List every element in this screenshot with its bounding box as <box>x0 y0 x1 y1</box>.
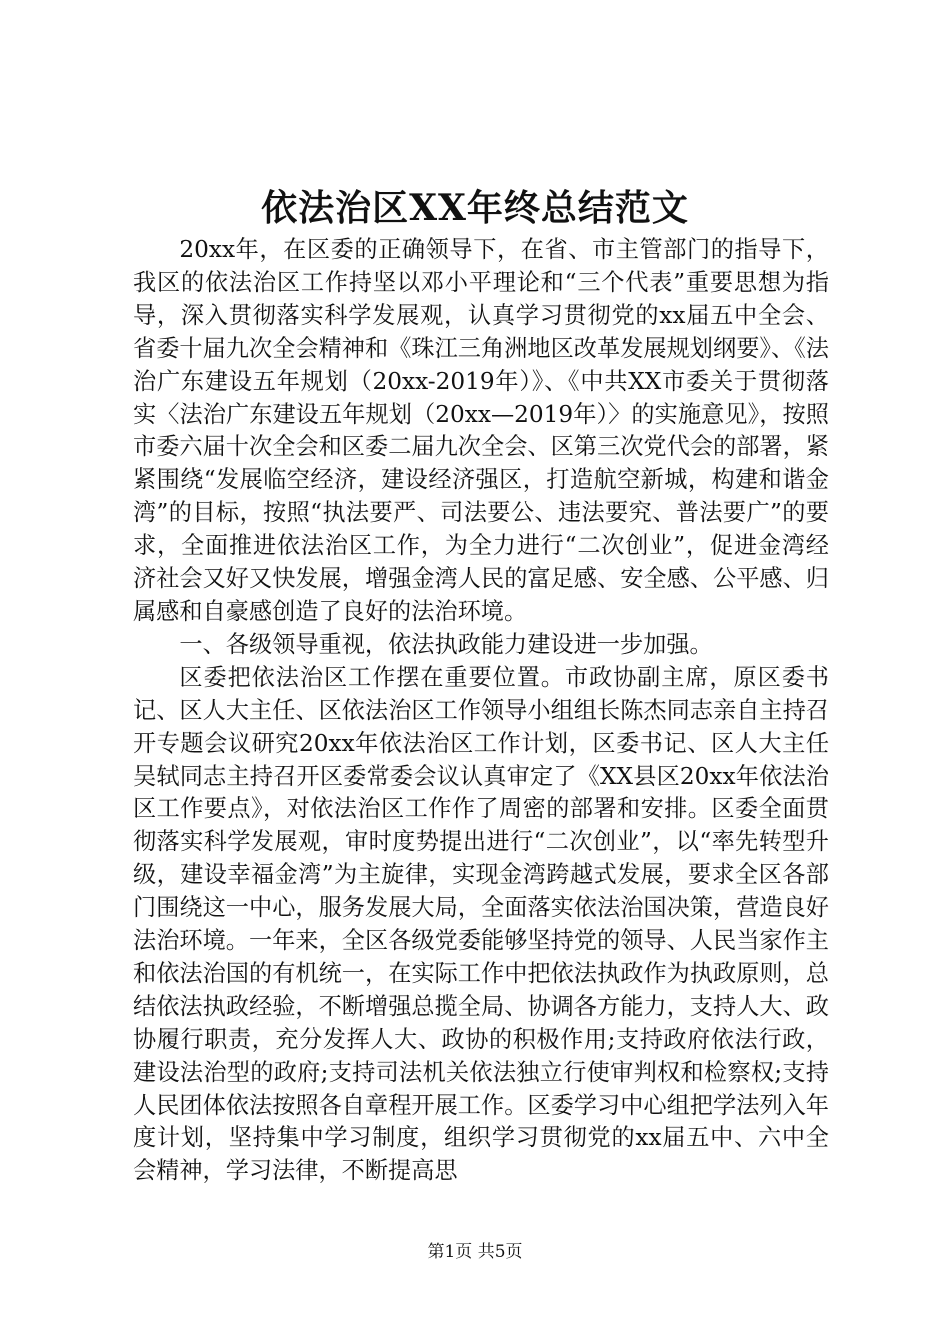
paragraph-intro: 20xx年，在区委的正确领导下，在省、市主管部门的指导下，我区的依法治区工作持坚以邓小平理论和“三个代表”重要思想为指导，深入贯彻落实科学发展观，认真学习贯彻党的xx届五中全会、省委十届九次全会精神和《珠江三角洲地区改革发展规划纲要》、《法治广东建设五年规划（20xx-2019年）》、《中共XX市委关于贯彻落实〈法治广东建设五年规划（20xx—2019年）〉的实施意见》，按照市委六届十次全会和区委二届九次全会、区第三次党代会的部署，紧紧围绕“发展临空经济，建设经济强区，打造航空新城，构建和谐金湾”的目标，按照“执法要严、司法要公、违法要究、普法要广”的要求，全面推进依法治区工作，为全力进行“二次创业”，促进金湾经济社会又好又快发展，增强金湾人民的富足感、安全感、公平感、归属感和自豪感创造了良好的法治环境。 <box>133 236 829 625</box>
section-heading: 一、各级领导重视，依法执政能力建设进一步加强。 <box>179 630 713 658</box>
paragraph-section-1: 区委把依法治区工作摆在重要位置。市政协副主席，原区委书记、区人大主任、区依法治区工作领导小组组长陈杰同志亲自主持召开专题会议研究20xx年依法治区工作计划，区委书记、区人大主任吴轼同志主持召开区委常委会议认真审定了《XX县区20xx年依法治区工作要点》，对依法治区工作作了周密的部署和安排。区委全面贯彻落实科学发展观，审时度势提出进行“二次创业”，以“率先转型升级，建设幸福金湾”为主旋律，实现金湾跨越式发展，要求全区各部门围绕这一中心，服务发展大局，全面落实依法治国决策，营造良好法治环境。一年来，全区各级党委能够坚持党的领导、人民当家作主和依法治国的有机统一，在实际工作中把依法执政作为执政原则，总结依法执政经验，不断增强总揽全局、协调各方能力，支持人大、政协履行职责，充分发挥人大、政协的积极作用;支持政府依法行政，建设法治型的政府;支持司法机关依法独立行使审判权和检察权;支持人民团体依法按照各自章程开展工作。区委学习中心组把学法列入年度计划，坚持集中学习制度，组织学习贯彻党的xx届五中、六中全会精神，学习法律，不断提高思 <box>133 663 829 1185</box>
page-title: 依法治区XX年终总结范文 <box>261 187 689 229</box>
page-footer: 第1页 共5页 <box>427 1242 523 1262</box>
document-body <box>133 234 829 1188</box>
